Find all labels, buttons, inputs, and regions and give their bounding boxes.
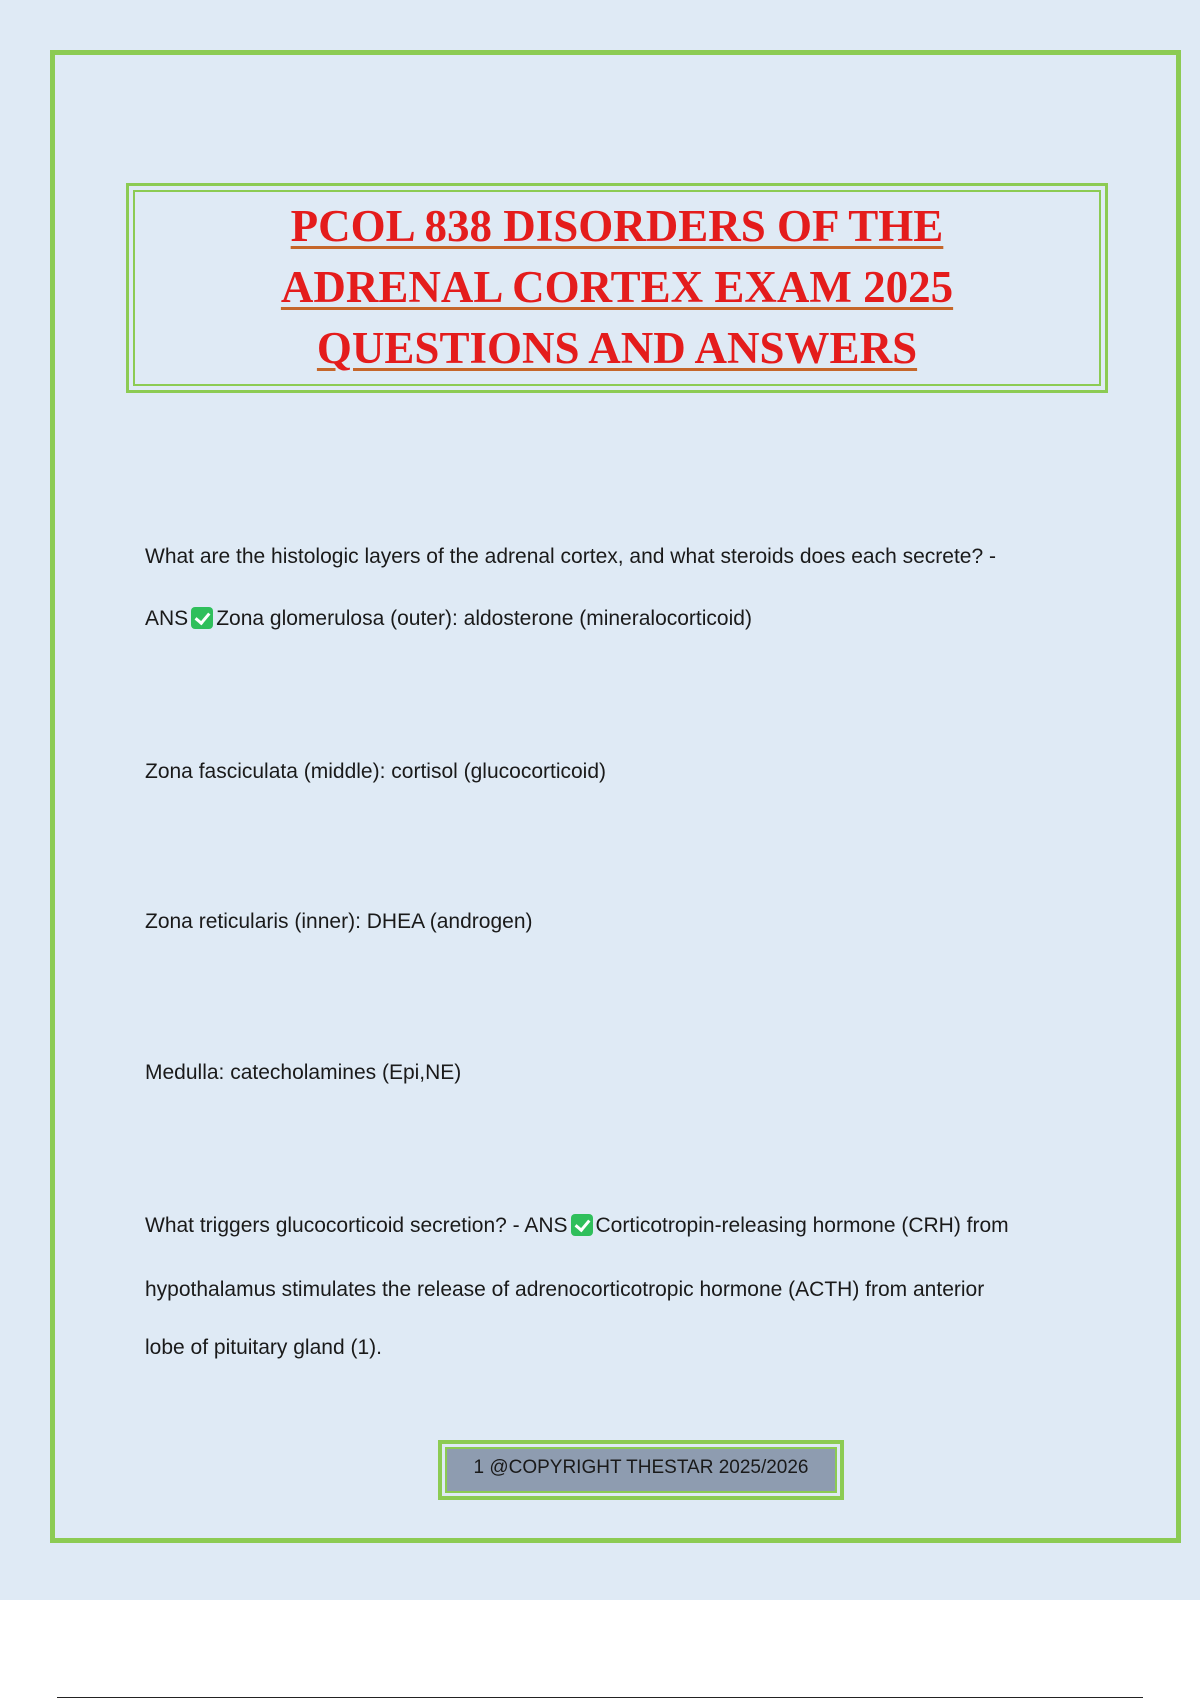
footer-inner (445, 1447, 837, 1493)
question-2-answer-line-3: lobe of pituitary gland (1). (145, 1336, 382, 1359)
answer-prefix: ANS (145, 607, 189, 630)
question-2-answer-line-2: hypothalamus stimulates the release of adrenocorticotropic hormone (ACTH) from anterior (145, 1278, 985, 1301)
footer-box (438, 1440, 844, 1500)
question-2-prefix: What triggers glucocorticoid secretion? - ANS (145, 1214, 568, 1237)
check-mark-icon (191, 607, 213, 629)
title-line-3: QUESTIONS AND ANSWERS (316, 323, 918, 373)
answer-paragraph-zona-reticularis: Zona reticularis (inner): DHEA (androgen) (145, 910, 533, 933)
answer-paragraph-zona-fasciculata: Zona fasciculata (middle): cortisol (glucocorticoid) (145, 760, 607, 783)
answer-text: Zona glomerulosa (outer): aldosterone (mineralocorticoid) (216, 607, 752, 630)
question-2-answer-line-1: Corticotropin-releasing hormone (CRH) from (595, 1214, 1009, 1237)
bottom-divider (57, 1697, 1143, 1698)
title-line-2: ADRENAL CORTEX EXAM 2025 (280, 262, 954, 312)
document-title (129, 196, 1105, 379)
answer-paragraph-medulla: Medulla: catecholamines (Epi,NE) (145, 1061, 462, 1084)
question-1-answer (145, 607, 1085, 631)
copyright-footer: 1 @COPYRIGHT THESTAR 2025/2026 (473, 1457, 809, 1478)
question-1-text: What are the histologic layers of the adrenal cortex, and what steroids does each secrete? - (145, 545, 996, 568)
title-line-1: PCOL 838 DISORDERS OF THE (290, 201, 944, 251)
question-2-text (145, 1214, 1085, 1238)
title-box (126, 183, 1108, 393)
check-mark-icon (571, 1214, 593, 1236)
